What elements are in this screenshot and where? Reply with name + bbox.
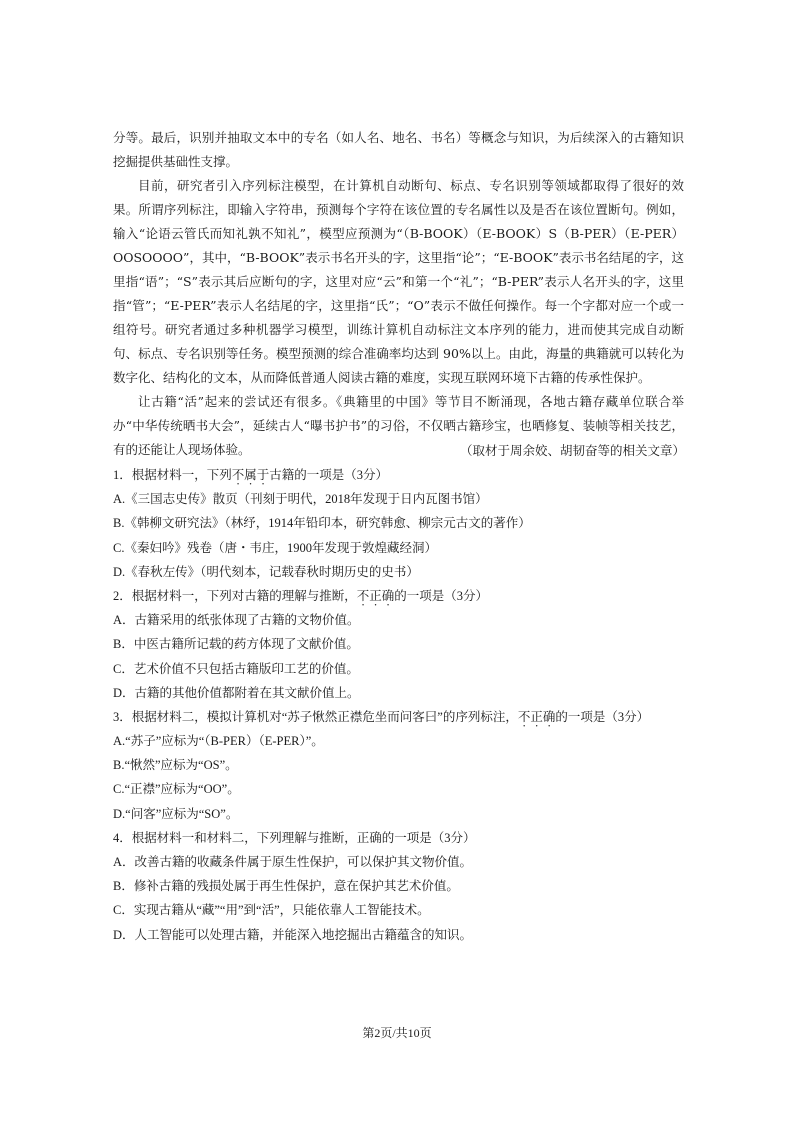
question-stem: 1．根据材料一，下列不属于古籍的一项是（3分） [113,468,389,482]
option-item: A．古籍采用的纸张体现了古籍的文物价值。 [113,613,360,628]
option-item: B．中医古籍所记载的药方体现了文献价值。 [113,637,359,652]
option-item: B.《韩柳文研究法》（林纾，1914年铅印本，研究韩愈、柳宗元古文的著作） [113,516,531,531]
option-item: D．古籍的其他价值都附着在其文献价值上。 [113,685,360,700]
option-item: C.《秦妇吟》残卷（唐・韦庄，1900年发现于敦煌藏经洞） [113,540,437,555]
emphasis-text: 不属于 [231,468,270,482]
question-list [113,463,685,947]
question-stem: 4．根据材料一和材料二，下列理解与推断，正确的一项是（3分） [113,830,476,845]
option-item: B.“愀然”应标为“OS”。 [113,758,238,773]
source-citation: （取材于周余姣、胡韧奋等的相关文章） [459,444,685,458]
option-item: A．改善古籍的收藏条件属于原生性保护，可以保护其文物价值。 [113,855,473,869]
question-stem: 3．根据材料二，模拟计算机对“苏子愀然正襟危坐而问客曰”的序列标注，不正确的一项是（3分） [113,709,650,724]
question-stem: 2．根据材料一，下列对古籍的理解与推断，不正确的一项是（3分） [113,588,489,603]
option-item: A.《三国志史传》散页（刊刻于明代，2018年发现于日内瓦图书馆） [113,492,488,507]
page-number: 第2页/共10页 [362,1026,432,1040]
passage-paragraph-2: 目前，研究者引入序列标注模型，在计算机自动断句、标点、专名识别等领域都取得了很好的效果。所谓序列标注，即输入字符串，预测每个字符在该位置的专名属性以及是否在该位置断句。例如，输入“论语云管氏而知礼孰不知礼”，模型应预测为“（B-BOOK）（E-BOOK）S（B-PER）（E-PER）OOSOOOO”，其中，“B-BOOK”表示书名开头的字，这里指“论”；“E-BOOK”表示书名结尾的字，这里指“语”；“S”表示其后应断句的字，这里对应“云”和第一个“礼”；“B-PER”表示人名开头的字，这里指“管”；“E-PER”表示人名结尾的字，这里指“氏”；“O”表示不做任何操作。每一个字都对应一个或一组符号。研究者通过多种机器学习模型，训练计算机自动标注文本序列的能力，进而使其完成自动断句、标点、专名识别等任务。模型预测的综合准确率均达到 90%以上。由此，海量的典籍就可以转化为数字化、结构化的文本，从而降低普通人阅读古籍的难度，实现互联网环境下古籍的传承性保护。 [113,178,684,385]
option-item: C.“正襟”应标为“OO”。 [113,782,240,797]
option-item: B．修补古籍的残损处属于再生性保护，意在保护其艺术价值。 [113,879,459,894]
passage [113,126,684,462]
passage-paragraph-1: 分等。最后，识别并抽取文本中的专名（如人名、地名、书名）等概念与知识，为后续深入的古籍知识挖掘提供基础性支撑。 [113,130,684,169]
emphasis-text: 不正确 [517,709,556,724]
emphasis-text: 不正确 [356,588,395,603]
option-item: D.《春秋左传》（明代刻本，记载春秋时期历史的史书） [113,564,419,579]
passage-paragraph-3: 让古籍“活”起来的尝试还有很多。《典籍里的中国》等节目不断涌现，各地古籍存藏单位联合举办“中华传统晒书大会”，延续古人“曝书护书”的习俗，不仅晒古籍珍宝，也晒修复、装帧等相关技艺，有的还能让人现场体验。 [113,394,684,457]
option-item: D.“问客”应标为“SO”。 [113,806,239,821]
option-item: C．艺术价值不只包括古籍版印工艺的价值。 [113,661,359,676]
option-item: C．实现古籍从“藏”“用”到“活”，只能依靠人工智能技术。 [113,903,430,918]
option-item: D．人工智能可以处理古籍，并能深入地挖掘出古籍蕴含的知识。 [113,927,473,942]
option-item: A.“苏子”应标为“（B-PER）（E-PER）”。 [113,734,324,749]
